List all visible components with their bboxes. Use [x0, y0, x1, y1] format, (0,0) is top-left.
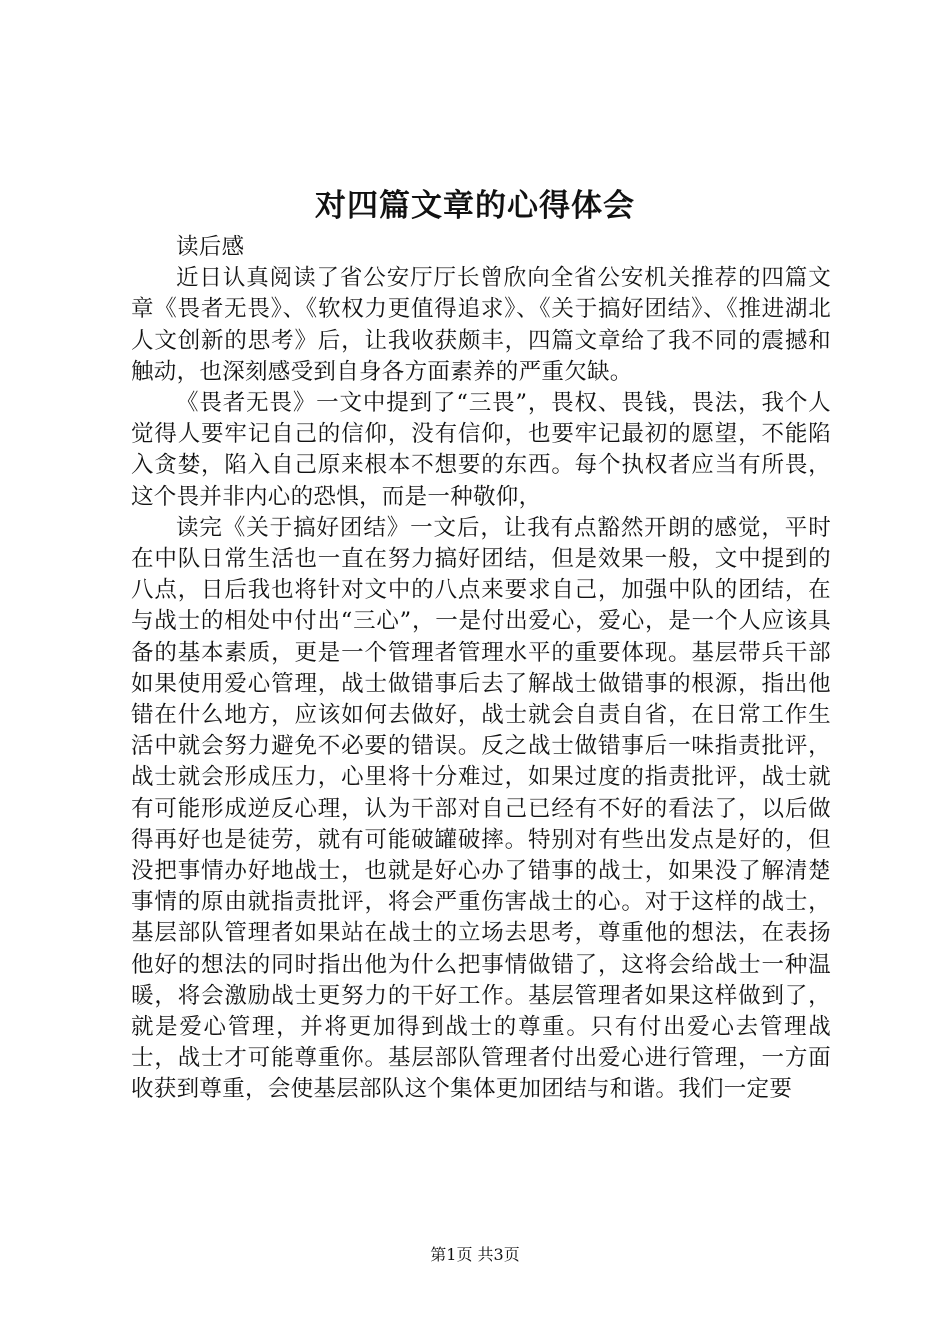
document-title: 对四篇文章的心得体会	[315, 188, 635, 224]
paragraph-subtitle: 读后感	[176, 234, 245, 260]
paragraph: 《畏者无畏》一文中提到了“三畏”，畏权、畏钱，畏法，我个人觉得人要牢记自己的信仰，没有信仰，也要牢记最初的愿望，不能陷入贪婪，陷入自己原来根本不想要的东西。每个执权者应当有所畏，这个畏并非内心的恐惧，而是一种敬仰，	[131, 390, 831, 510]
paragraph: 近日认真阅读了省公安厅厅长曾欣向全省公安机关推荐的四篇文章《畏者无畏》、《软权力更值得追求》、《关于搞好团结》、《推进湖北人文创新的思考》后，让我收获颇丰，四篇文章给了我不同的震撼和触动，也深刻感受到自身各方面素养的严重欠缺。	[131, 265, 831, 385]
page-footer: 第1页 共3页	[430, 1245, 520, 1264]
document-body	[131, 232, 831, 1106]
paragraph: 读完《关于搞好团结》一文后，让我有点豁然开朗的感觉，平时在中队日常生活也一直在努力搞好团结，但是效果一般，文中提到的八点，日后我也将针对文中的八点来要求自己，加强中队的团结，在与战士的相处中付出“三心”，一是付出爱心，爱心，是一个人应该具备的基本素质，更是一个管理者管理水平的重要体现。基层带兵干部如果使用爱心管理，战士做错事后去了解战士做错事的根源，指出他错在什么地方，应该如何去做好，战士就会自责自省，在日常工作生活中就会努力避免不必要的错误。反之战士做错事后一味指责批评，战士就会形成压力，心里将十分难过，如果过度的指责批评，战士就有可能形成逆反心理，认为干部对自己已经有不好的看法了，以后做得再好也是徒劳，就有可能破罐破摔。特别对有些出发点是好的，但没把事情办好地战士，也就是好心办了错事的战士，如果没了解清楚事情的原由就指责批评，将会严重伤害战士的心。对于这样的战士，基层部队管理者如果站在战士的立场去思考，尊重他的想法，在表扬他好的想法的同时指出他为什么把事情做错了，这将会给战士一种温暖，将会激励战士更努力的干好工作。基层管理者如果这样做到了，就是爱心管理，并将更加得到战士的尊重。只有付出爱心去管理战士，战士才可能尊重你。基层部队管理者付出爱心进行管理，一方面收获到尊重，会使基层部队这个集体更加团结与和谐。我们一定要	[131, 514, 831, 1103]
